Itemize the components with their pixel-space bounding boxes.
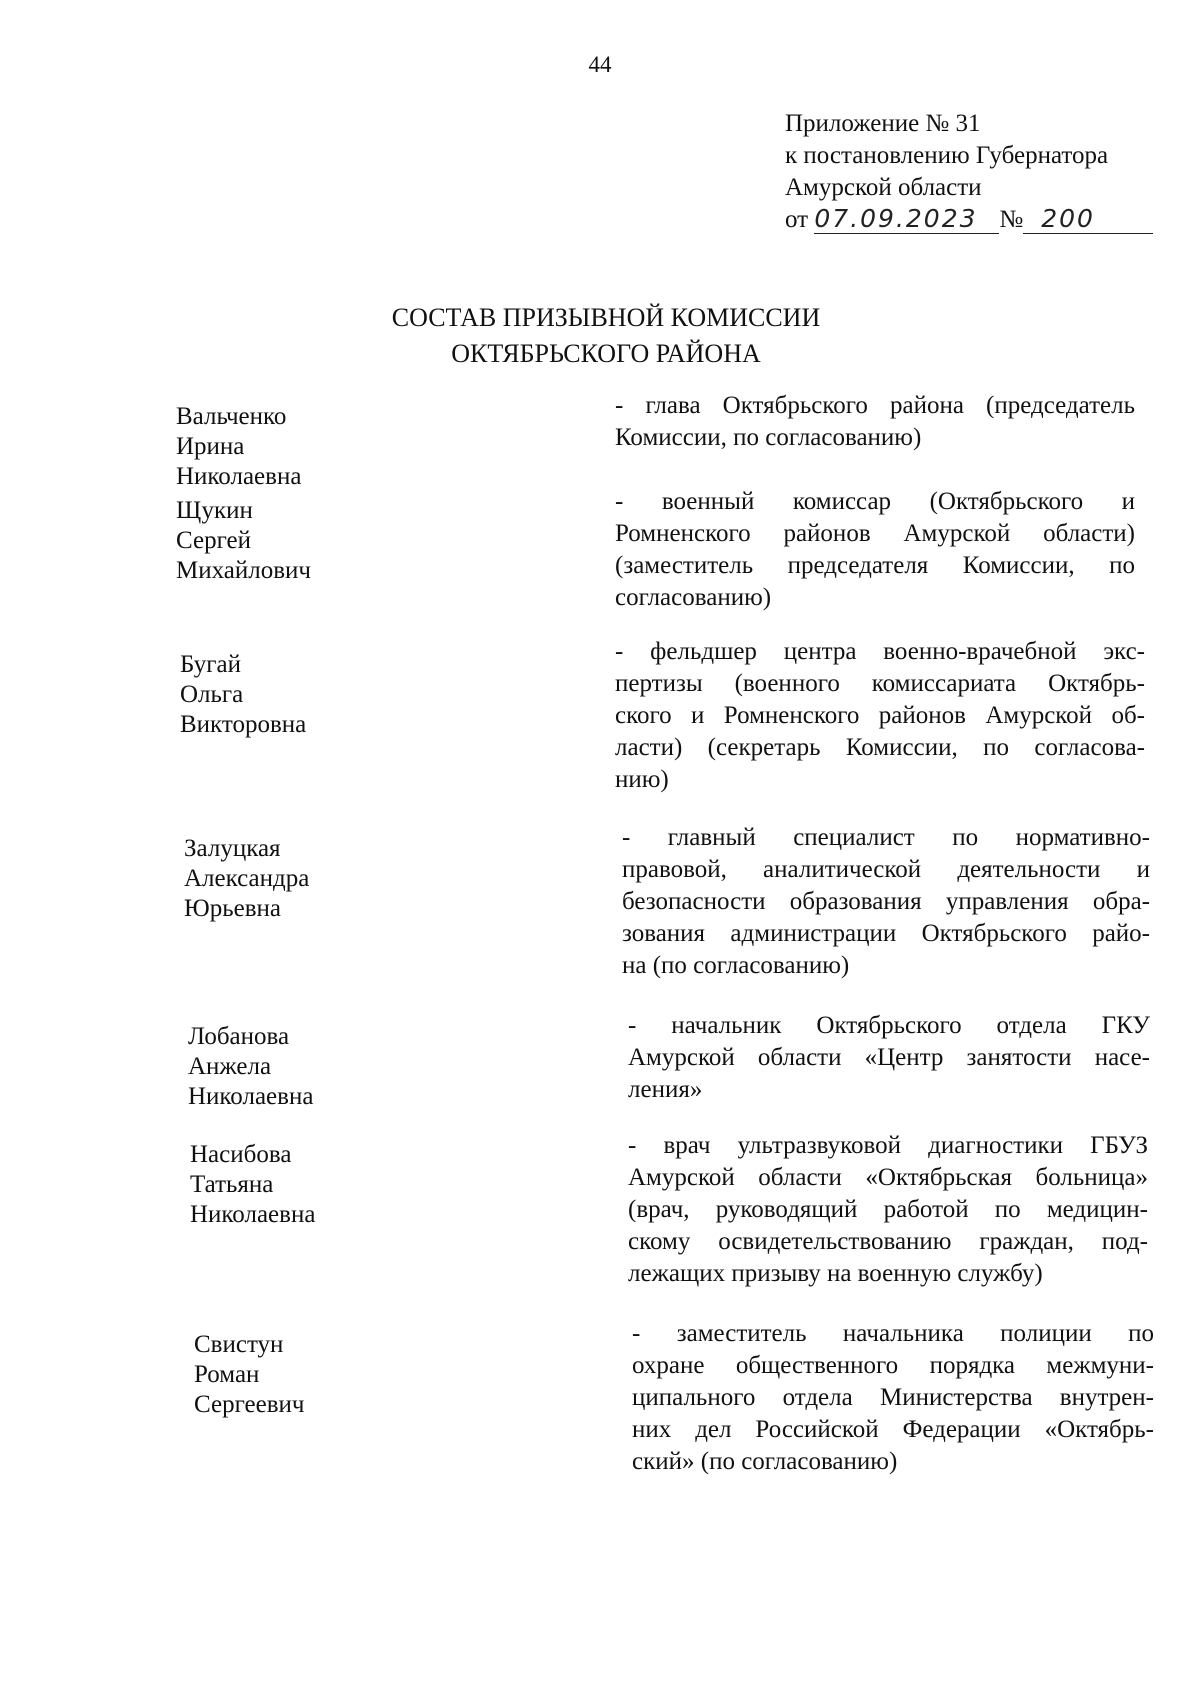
role-line: охране общественного порядка межмуни- bbox=[632, 1352, 1154, 1379]
commission-members bbox=[0, 390, 1200, 1590]
role-line: ласти) (секретарь Комиссии, по согласова- bbox=[615, 734, 1145, 761]
member-surname: Насибова bbox=[190, 1141, 292, 1168]
member-role bbox=[628, 1010, 1150, 1106]
member-name bbox=[184, 834, 309, 924]
role-line: Комиссии, по согласованию) bbox=[615, 424, 922, 451]
date-prefix: от bbox=[785, 206, 809, 233]
member-given-names: Роман Сергеевич bbox=[194, 1361, 305, 1418]
role-line: - главный специалист по нормативно- bbox=[622, 824, 1150, 851]
role-line: нию) bbox=[615, 766, 669, 793]
page-number: 44 bbox=[588, 52, 612, 77]
member-surname: Лобанова bbox=[188, 1023, 290, 1050]
role-line: Ромненского районов Амурской области) bbox=[615, 520, 1135, 547]
member-given-names: Сергей Михайлович bbox=[176, 527, 311, 584]
role-line: ский» (по согласованию) bbox=[632, 1448, 898, 1475]
number-sign: № bbox=[999, 206, 1024, 233]
member-given-names: Ирина Николаевна bbox=[176, 433, 302, 490]
member-name bbox=[194, 1330, 304, 1420]
role-line: ципального отдела Министерства внутрен- bbox=[632, 1384, 1154, 1411]
role-line: Амурской области «Октябрьская больница» bbox=[628, 1164, 1148, 1191]
role-line: - глава Октябрьского района (председатель bbox=[615, 392, 1135, 419]
role-line: - начальник Октябрьского отдела ГКУ bbox=[628, 1012, 1150, 1039]
role-line: ления» bbox=[628, 1076, 703, 1103]
role-line: (заместитель председателя Комиссии, по bbox=[615, 552, 1135, 579]
member-role bbox=[615, 486, 1135, 614]
handwritten-date: 07.09.2023 bbox=[814, 205, 999, 234]
member-given-names: Ольга Викторовна bbox=[180, 681, 307, 738]
member-given-names: Татьяна Николаевна bbox=[190, 1171, 316, 1228]
role-line: пертизы (военного комиссариата Октябрь- bbox=[615, 670, 1145, 697]
member-role bbox=[615, 636, 1145, 796]
member-role bbox=[622, 822, 1150, 982]
role-line: них дел Российской Федерации «Октябрь- bbox=[632, 1416, 1154, 1443]
member-surname: Щукин bbox=[176, 497, 253, 524]
role-line: безопасности образования управления обра- bbox=[622, 888, 1150, 915]
member-role bbox=[628, 1130, 1148, 1290]
member-surname: Залуцкая bbox=[184, 835, 281, 862]
member-name bbox=[176, 402, 301, 492]
role-line: правовой, аналитической деятельности и bbox=[622, 856, 1150, 883]
member-surname: Свистун bbox=[194, 1331, 284, 1358]
role-line: ского и Ромненского районов Амурской об- bbox=[615, 702, 1145, 729]
appendix-line-2: к постановлению Губернатора bbox=[785, 142, 1109, 169]
member-role bbox=[615, 390, 1135, 454]
role-line: - военный комиссар (Октябрьского и bbox=[615, 488, 1135, 515]
member-name bbox=[180, 650, 306, 740]
member-surname: Вальченко bbox=[176, 403, 287, 430]
appendix-line-3: Амурской области bbox=[785, 174, 982, 201]
role-line: - фельдшер центра военно-врачебной экс- bbox=[615, 638, 1145, 665]
role-line: (врач, руководящий работой по медицин- bbox=[628, 1196, 1148, 1223]
handwritten-number: 200 bbox=[1023, 205, 1153, 234]
role-line: Амурской области «Центр занятости насе- bbox=[628, 1044, 1150, 1071]
role-line: - врач ультразвуковой диагностики ГБУЗ bbox=[628, 1132, 1148, 1159]
role-line: зования администрации Октябрьского райо- bbox=[622, 920, 1150, 947]
role-line: лежащих призыву на военную службу) bbox=[628, 1260, 1043, 1287]
member-name bbox=[190, 1140, 315, 1230]
appendix-header bbox=[785, 108, 1153, 236]
member-given-names: Александра Юрьевна bbox=[184, 865, 310, 922]
role-line: согласованию) bbox=[615, 584, 772, 611]
title-line-1: СОСТАВ ПРИЗЫВНОЙ КОМИССИИ bbox=[391, 303, 821, 332]
member-name bbox=[176, 496, 311, 586]
role-line: скому освидетельствованию граждан, под- bbox=[628, 1228, 1148, 1255]
role-line: на (по согласованию) bbox=[622, 952, 850, 979]
appendix-date-line bbox=[785, 204, 1153, 236]
member-surname: Бугай bbox=[180, 651, 241, 678]
title-line-2: ОКТЯБРЬСКОГО РАЙОНА bbox=[451, 339, 761, 368]
member-name bbox=[188, 1022, 313, 1112]
document-title bbox=[0, 300, 1200, 372]
member-given-names: Анжела Николаевна bbox=[188, 1053, 314, 1110]
appendix-line-1: Приложение № 31 bbox=[785, 110, 981, 137]
member-role bbox=[632, 1318, 1154, 1478]
role-line: - заместитель начальника полиции по bbox=[632, 1320, 1154, 1347]
